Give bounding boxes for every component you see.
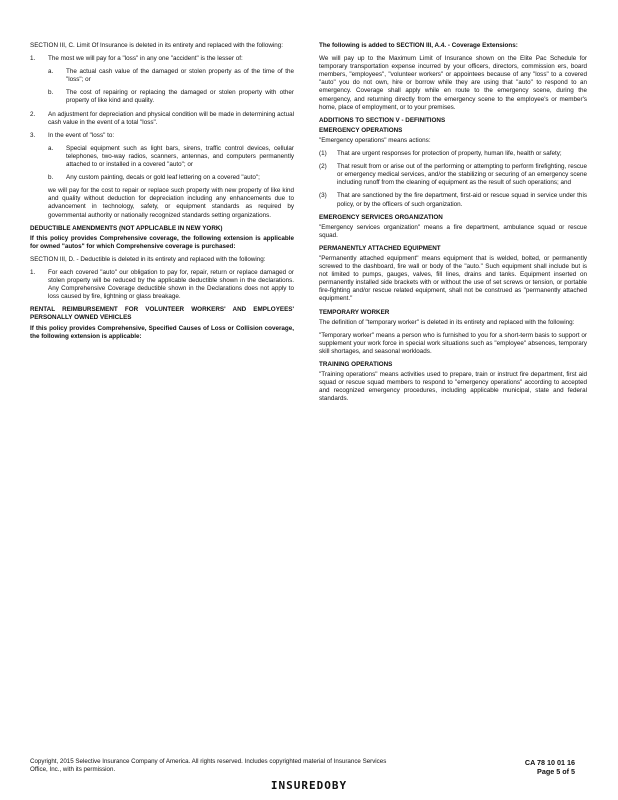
item-text: That are sanctioned by the fire department, first-aid or rescue squad in service under this policy, or by the officers of such organization. <box>337 192 587 208</box>
list-item <box>319 192 587 208</box>
deductible-intro: If this policy provides Comprehensive coverage, the following extension is applicable for owned "autos" for which Comprehensive coverage is purchased: <box>30 234 294 250</box>
list-item <box>30 145 294 169</box>
training-operations-heading: TRAINING OPERATIONS <box>319 361 393 368</box>
form-info <box>525 758 575 776</box>
item-text: In the event of "loss" to: <box>48 131 115 139</box>
rental-intro: If this policy provides Comprehensive, Specified Causes of Loss or Collision coverage, the following extension is applicable: <box>30 324 294 340</box>
left-column <box>30 42 294 346</box>
list-item <box>319 163 587 187</box>
temporary-worker-heading: TEMPORARY WORKER <box>319 308 390 316</box>
temporary-worker-definition: "Temporary worker" means a person who is furnished to you for a short-term basis to support or supplement your work force in special work situations such as "employee" absences, temporary skill shortages, and seasonal workloads. <box>319 331 587 355</box>
list-item <box>30 55 294 63</box>
list-item <box>30 269 294 301</box>
watermark: INSUREDOBY <box>270 779 348 792</box>
deductible-heading: DEDUCTIBLE AMENDMENTS (NOT APPLICABLE IN NEW YORK) <box>30 224 223 232</box>
list-item <box>30 132 294 140</box>
page-number: Page 5 of 5 <box>537 767 575 776</box>
list-item <box>319 150 587 158</box>
item-number: (1) <box>319 150 327 158</box>
item-letter: b. <box>48 89 54 97</box>
coverage-extension-intro: The following is added to SECTION III, A.4. - Coverage Extensions: <box>319 42 518 49</box>
copyright-text: Copyright, 2015 Selective Insurance Company of America. All rights reserved. Includes copyrighted material of Insurance Services Office, Inc., with its permission. <box>30 758 387 773</box>
item-number: 1. <box>30 268 36 276</box>
list-item <box>30 174 294 182</box>
item-number: (3) <box>319 192 327 200</box>
item-text: An adjustment for depreciation and physical condition will be made in determining actual cash value in the event of a total "loss". <box>48 110 294 126</box>
item-text: Any custom painting, decals or gold leaf lettering on a covered "auto"; <box>66 174 260 182</box>
item-text: For each covered "auto" our obligation to pay for, repair, return or replace damaged or stolen property will be reduced by the applicable deductible shown in the declarations. Any Comprehensive Coverage deductible shown in the Declarations does not apply to loss caused by fire, lightning or glass breakage. <box>48 268 294 301</box>
emergency-operations-definition: "Emergency operations" means actions: <box>319 136 431 144</box>
item-letter: a. <box>48 68 54 76</box>
deductible-section: SECTION III, D. - Deductible is deleted in its entirety and replaced with the following: <box>30 255 266 263</box>
list-item <box>30 68 294 84</box>
item-letter: a. <box>48 144 54 152</box>
item-text: That are urgent responses for protection of property, human life, health or safety; <box>337 150 562 158</box>
eso-heading: EMERGENCY SERVICES ORGANIZATION <box>319 213 443 221</box>
section-limit-intro: SECTION III, C. Limit Of Insurance is deleted in its entirety and replaced with the following: <box>30 42 284 49</box>
item-text: The cost of repairing or replacing the damaged or stolen property with other property of like kind and quality. <box>66 89 294 105</box>
pae-definition: "Permanently attached equipment" means equipment that is welded, bolted, or permanently screwed to the dashboard, fire wall or body of the "auto." Such equipment shall include but is not limited to pumps, gauges, valves, fill lines, drains and tanks. Equipment inserted on permanently installed side brackets with or without the use of set screws or tension, or portable fire-fighting and/or rescue related equipment, shall not be construed as "permanently attached equipment." <box>319 254 587 303</box>
definitions-heading: ADDITIONS TO SECTION V - DEFINITIONS <box>319 116 446 124</box>
item-number: (2) <box>319 163 327 171</box>
right-column <box>319 42 587 408</box>
coverage-extension-paragraph: We will pay up to the Maximum Limit of Insurance shown on the Elite Pac Schedule for temporary transportation expense incurred by your officers, directors, commission ers, board members, "employees", "volunteer workers" or appointees because of any "loss" to a covered "auto" you do not own, hire or borrow while they are using that "auto" to respond to an emergency. Coverage shall apply while en route to the emergency scene, during the emergency, and returning directly from the emergency scene to the employee's or member's home, place of employment, or to your premises. <box>319 55 587 111</box>
list-item <box>30 89 294 105</box>
replacement-paragraph: we will pay for the cost to repair or replace such property with new property of like kind and quality without deduction for depreciation including any enhancements due to advancement in technology, safety, or equipment standards as required by governmental authority or nationally recognized standards setting organizations. <box>48 187 294 219</box>
item-number: 1. <box>30 55 36 63</box>
item-text: The most we will pay for a "loss" in any one "accident" is the lesser of: <box>48 55 243 63</box>
list-item <box>30 111 294 127</box>
form-number: CA 78 10 01 16 <box>524 758 575 767</box>
emergency-operations-heading: EMERGENCY OPERATIONS <box>319 126 403 134</box>
temporary-worker-intro: The definition of "temporary worker" is deleted in its entirety and replaced with the following: <box>319 318 575 326</box>
item-text: Special equipment such as light bars, sirens, traffic control devices, cellular telephones, two-way radios, scanners, antennas, and computers permanently attached to or installed in a covered "auto"; or <box>66 144 294 169</box>
item-text: That result from or arise out of the performing or attempting to perform firefighting, rescue or emergency medical services, and/or the stabilizing or securing of an emergency scene including runoff from the cleaning of equipment as the result of such operations; and <box>337 163 587 187</box>
item-text: The actual cash value of the damaged or stolen property as of the time of the "loss"; or <box>66 68 294 84</box>
training-operations-definition: "Training operations" means activities used to prepare, train or instruct fire department, first aid squad or rescue squad members to respond to "emergency operations" according to accepted and recognized emergency procedures, including applicable municipal, state and federal standards. <box>319 371 587 403</box>
rental-heading: RENTAL REIMBURSEMENT FOR VOLUNTEER WORKERS' AND EMPLOYEES' PERSONALLY OWNED VEHICLES <box>30 306 294 322</box>
eso-definition: "Emergency services organization" means a fire department, ambulance squad or rescue squad. <box>319 223 587 239</box>
pae-heading: PERMANENTLY ATTACHED EQUIPMENT <box>319 244 441 252</box>
item-number: 3. <box>30 131 36 139</box>
item-number: 2. <box>30 110 36 118</box>
item-letter: b. <box>48 174 54 182</box>
